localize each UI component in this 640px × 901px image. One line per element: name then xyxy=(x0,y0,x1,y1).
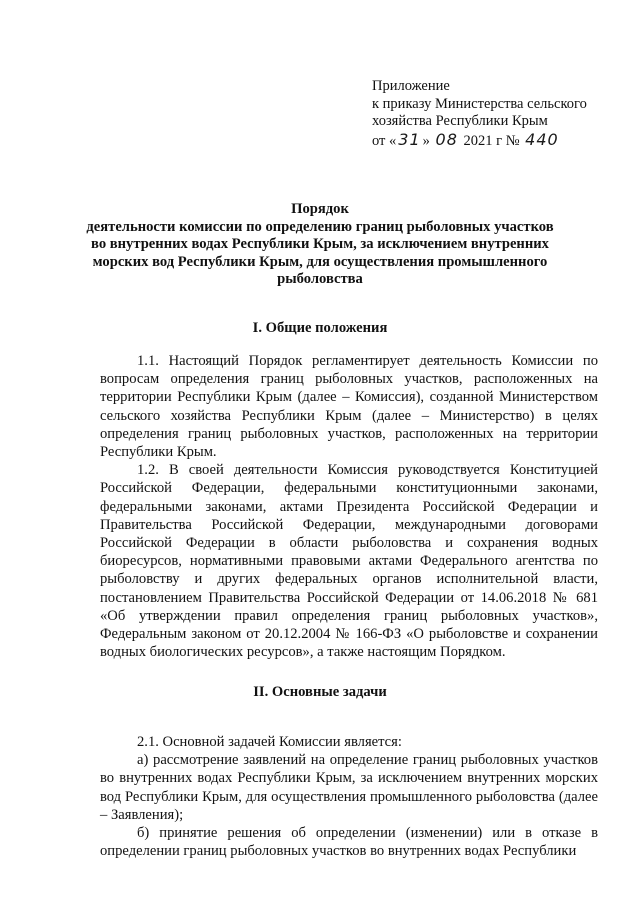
approval-block xyxy=(372,78,622,150)
date-prefix: от « xyxy=(372,132,397,149)
title-line-2: деятельности комиссии по определению границ рыболовных участков xyxy=(86,218,554,235)
document-title xyxy=(80,201,560,289)
section-1-heading: I. Общие положения xyxy=(252,320,388,336)
paragraph-1-1: 1.1. Настоящий Порядок регламентирует деятельность Комиссии по вопросам определения границ рыболовных участков, расположенных на территории Республики Крым (далее – Комиссия), созданной Министерством сельского хозяйства Республики Крым (далее – Министерство) в целях определения границ рыболовных участков, расположенных на территории Республики Крым. xyxy=(100,353,598,461)
paragraph-1-2: 1.2. В своей деятельности Комиссия руководствуется Конституцией Российской Федерации, федеральными конституционными законами, федеральными законами, актами Президента Российской Федерации и Правительства Российской Федерации, международными договорами Российской Федерации в области рыболовства и сохранения водных биоресурсов, нормативными правовыми актами Федерального агентства по рыболовству и других федеральных органов исполнительной власти, постановлением Правительства Российской Федерации от 14.06.2018 № 681 «Об утверждении правил определения границ рыболовных участков», Федеральным законом от 20.12.2004 № 166-ФЗ «О рыболовстве и сохранении водных биологических ресурсов», а также настоящим Порядком. xyxy=(100,462,598,661)
title-line-4: морских вод Республики Крым, для осуществления промышленного xyxy=(92,253,548,270)
paragraph-2-1: 2.1. Основной задачей Комиссии является: xyxy=(137,734,402,750)
handwritten-order-number: 440 xyxy=(525,129,559,149)
section-1-body xyxy=(100,352,598,661)
paragraph-2-1-a: а) рассмотрение заявлений на определение границ рыболовных участков во внутренних водах Республики Крым, за исключением внутренних морских вод Республики Крым, для осуществления промышленного рыболовства (далее – Заявления); xyxy=(100,752,598,823)
handwritten-day: 31 xyxy=(398,129,421,149)
date-mid: » xyxy=(422,132,434,149)
title-line-1: Порядок xyxy=(291,201,349,217)
approval-date-line xyxy=(372,131,622,151)
paragraph-2-1-b: б) принятие решения об определении (изменении) или в отказе в определении границ рыболовных участков во внутренних водах Республики xyxy=(100,825,598,860)
title-line-3: во внутренних водах Республики Крым, за исключением внутренних xyxy=(91,236,549,253)
title-line-5: рыболовства xyxy=(277,271,363,288)
date-year: 2021 г № xyxy=(459,132,524,149)
handwritten-month: 08 xyxy=(435,129,458,149)
section-2-heading: II. Основные задачи xyxy=(253,684,387,700)
approval-title: Приложение xyxy=(372,78,450,94)
section-2-body xyxy=(100,733,598,860)
approval-order-ref: к приказу Министерства сельского xyxy=(372,95,587,112)
approval-ministry: хозяйства Республики Крым xyxy=(372,113,548,129)
